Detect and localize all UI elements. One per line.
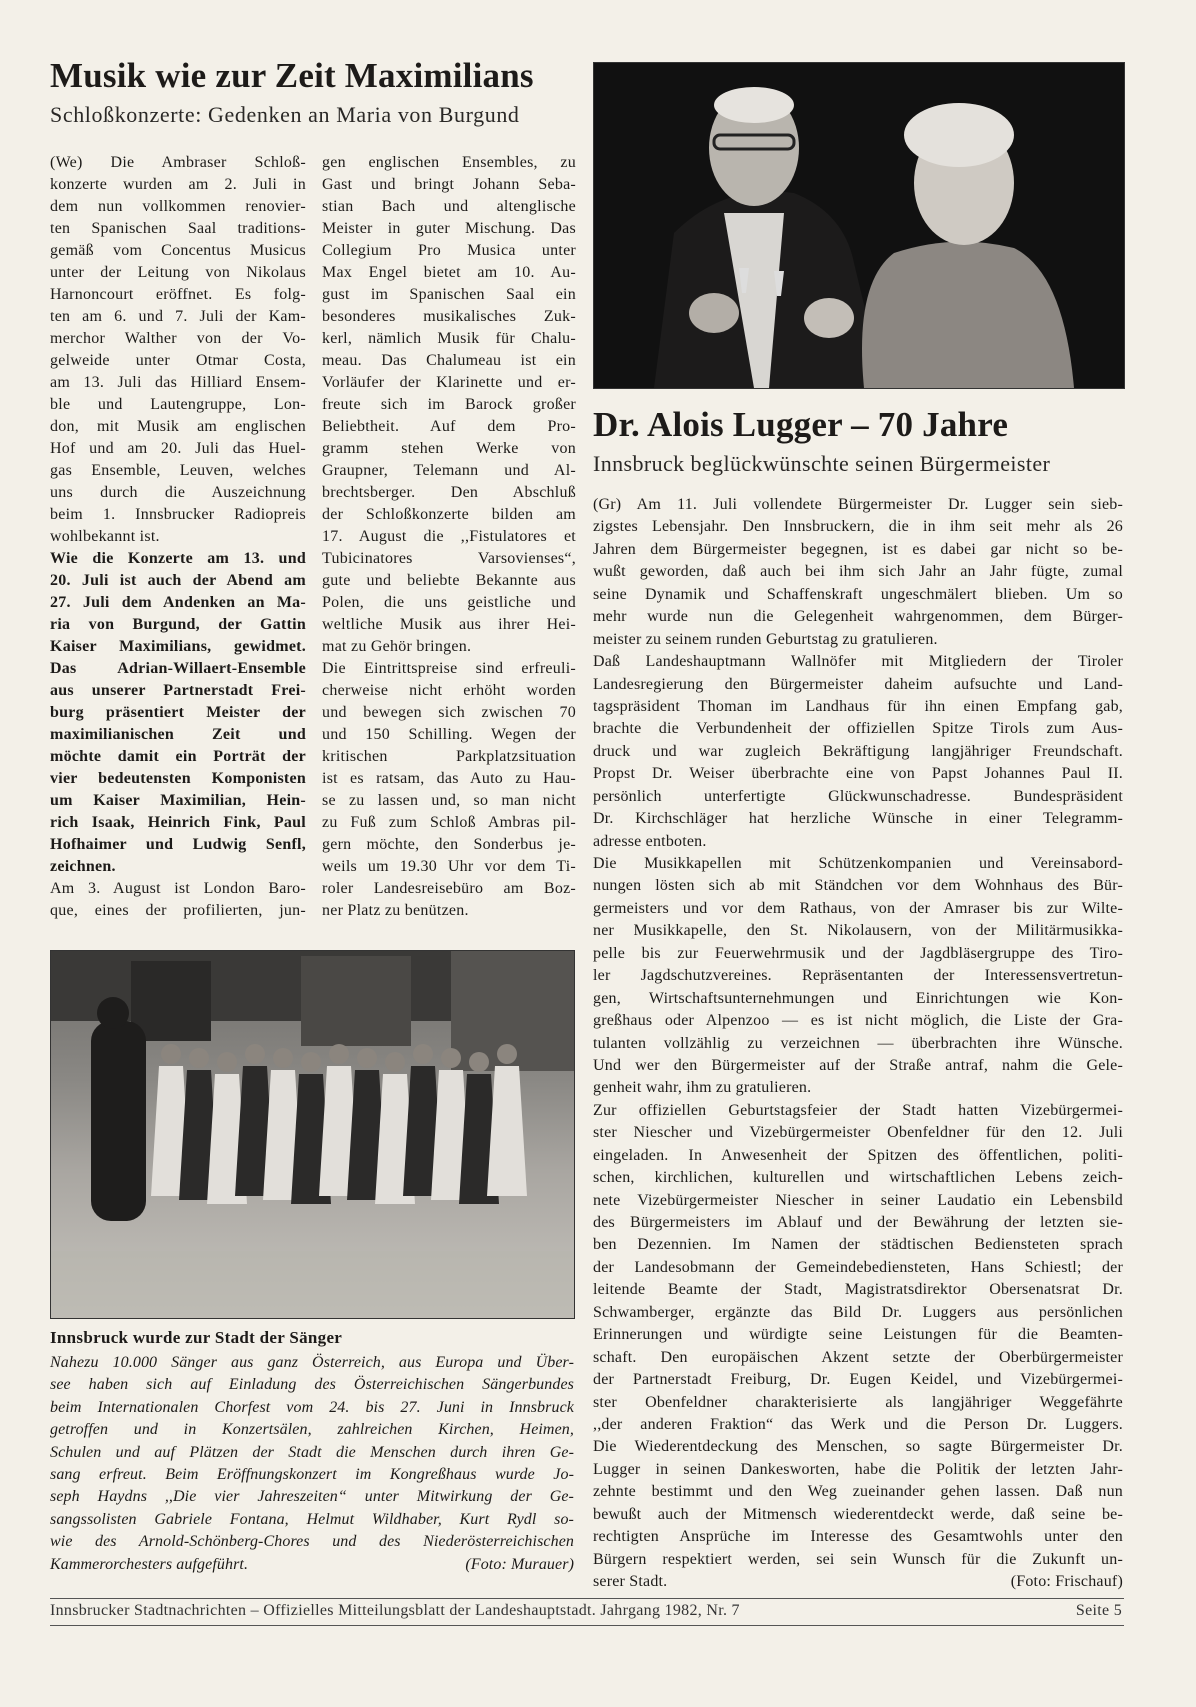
lugger-photo-image [594, 63, 1124, 388]
singer-head [161, 1044, 181, 1064]
choir-photo-image [51, 951, 574, 1318]
left-col2-line: Gast und bringt Johann Seba- [322, 176, 576, 193]
left-col1-paragraph [50, 152, 306, 548]
choir-caption-line: getroffen und in Konzertsälen, zahlreichen Kirchen, Heimen, [50, 1421, 574, 1439]
singer-head [441, 1048, 461, 1068]
left-col2-line: Meister in guter Mischung. Das [322, 220, 576, 237]
right-article-line-text: serer Stadt. [593, 1573, 668, 1590]
footer-publication: Innsbrucker Stadtnachrichten – Offizielles Mitteilungsblatt der Landeshauptstadt. Jahrgang 1982, Nr. 7 [50, 1602, 740, 1619]
right-article-line: adresse entboten. [593, 832, 707, 850]
right-article-line: brachte die Verbundenheit der offiziellen Spitze Tirols zum Aus- [593, 720, 1123, 738]
left-col1-line: maximilianischen Zeit und [50, 726, 306, 743]
left-col2-line: weltliche Musik aus ihrer Hei- [322, 616, 576, 633]
left-col2-line: Beliebtheit. Auf dem Pro- [322, 418, 576, 435]
left-col2-line: freute sich im Barock großer [322, 396, 576, 413]
right-article-line: Erinnerungen und würdigte seine Leistungen für die Beamten- [593, 1326, 1123, 1344]
right-article-line: meister zu seinem runden Geburtstag zu gratulieren. [593, 630, 938, 648]
left-col2-line: der Schloßkonzerte bilden am [322, 506, 576, 523]
footer-bottom-rule [50, 1625, 1124, 1626]
choir-caption [50, 1352, 574, 1576]
right-article-photo-credit: (Foto: Frischauf) [1010, 1573, 1123, 1590]
left-col2-line: gute und beliebte Bekannte aus [322, 572, 576, 589]
left-col2-line: kritischen Parkplatzsituation [322, 748, 576, 765]
right-article-line: bewußt auch der Mitmensch wiederentdeckt werde, daß seine be- [593, 1505, 1123, 1523]
right-article-line: Landesregierung den Bürgermeister daheim aufsuchte und Land- [593, 675, 1123, 693]
left-col1-line: ble und Lautengruppe, Lon- [50, 396, 306, 413]
right-article-line: der Partnerstadt Freiburg, Dr. Eugen Keidel, und Vizebürgermei- [593, 1371, 1123, 1389]
left-col2-line: Tubicinatores Varsovienses“, [322, 550, 576, 567]
right-article-line: (Gr) Am 11. Juli vollendete Bürgermeister Dr. Lugger sein sieb- [593, 496, 1123, 513]
singer-head [301, 1052, 321, 1072]
left-col2-line: ist es ratsam, das Auto zu Hau- [322, 770, 576, 787]
left-col2-line: zu Fuß zum Schloß Ambras pil- [322, 814, 576, 831]
singer-head [385, 1052, 405, 1072]
right-article-line: nungen lösten sich ab mit Ständchen vor dem Wohnhaus des Bür- [593, 877, 1123, 895]
right-article-line: zigstes Lebensjahr. Den Innsbruckern, die in ihm seit mehr als 26 [593, 518, 1123, 536]
right-article-line: Propst Dr. Weiser überbrachte eine von Papst Johannes Paul II. [593, 765, 1123, 783]
singer-head [413, 1044, 433, 1064]
left-col2-line: Vorläufer der Klarinette und er- [322, 374, 576, 391]
left-col2-line: und 150 Schilling. Wegen der [322, 726, 576, 743]
left-col2-line: Graupner, Telemann und Al- [322, 462, 576, 479]
left-col2-line: Collegium Pro Musica unter [322, 242, 576, 259]
right-article-line: Die Wiederentdeckung des Menschen, so sagte Bürgermeister Dr. [593, 1438, 1123, 1456]
right-article-line: Die Musikkapellen mit Schützenkompanien und Vereinsabord- [593, 855, 1123, 872]
right-article-line: Und wer den Bürgermeister auf der Straße antraf, nahm die Gele- [593, 1056, 1123, 1074]
singer-head [273, 1048, 293, 1068]
right-article-line: ler Jagdschutzvereines. Repräsentanten der Interessensvertretun- [593, 967, 1123, 985]
left-col1-line: burg präsentiert Meister der [50, 704, 306, 721]
left-article-column-1 [50, 152, 306, 922]
left-col1-line: rich Isaak, Heinrich Fink, Paul [50, 814, 306, 831]
singer-figure [487, 1066, 527, 1196]
right-article-line: der Landesobmann der Gemeindebediensteten, Hans Schiestl; der [593, 1258, 1123, 1276]
choir-caption-line: sang erfreut. Beim Eröffnungskonzert im Kongreßhaus wurde Jo- [50, 1465, 574, 1483]
right-article-line: germeisters und vor dem Rathaus, von der Amraser bis zur Wilte- [593, 899, 1123, 917]
singer-head [245, 1044, 265, 1064]
left-col2-line: Max Engel bietet am 10. Au- [322, 264, 576, 281]
left-col2-line: Polen, die uns geistliche und [322, 594, 576, 611]
right-article-body [593, 494, 1123, 1593]
left-col2-line: mat zu Gehör bringen. [322, 638, 472, 655]
left-col1-line: 20. Juli ist auch der Abend am [50, 572, 306, 589]
left-col2-line: kerl, nämlich Musik für Chalu- [322, 330, 576, 347]
right-article-line: nete Vizebürgermeister Niescher in seiner Laudatio ein Lebensbild [593, 1191, 1123, 1209]
left-col2-line: cherweise nicht erhöht worden [322, 682, 576, 699]
left-col1-line: gelweide unter Otmar Costa, [50, 352, 306, 369]
left-col1-line: ten am 6. und 7. Juli der Kam- [50, 308, 306, 325]
left-col1-line: wohlbekannt ist. [50, 528, 160, 545]
choir-caption-line [50, 1554, 574, 1576]
left-col2-line: gust im Spanischen Saal ein [322, 286, 576, 303]
left-col1-line: um Kaiser Maximilian, Hein- [50, 792, 306, 809]
right-article-line: schen, kirchlichen, kulturellen und wirtschaftlichen Lebens zeich- [593, 1169, 1123, 1187]
left-col2-paragraph [322, 658, 576, 922]
right-article-line: ,,der anderen Fraktion“ das Werk und die Person Dr. Luggers. [593, 1415, 1123, 1433]
left-col1-line: Kaiser Maximilians, gewidmet. [50, 638, 306, 655]
choir-caption-line: Nahezu 10.000 Sänger aus ganz Österreich, aus Europa und Über- [50, 1354, 574, 1371]
left-col1-line: konzerte wurden am 2. Juli in [50, 176, 306, 193]
right-article-line: wußt geworden, daß auch bei ihm sich Jahr an Jahr fügte, zumal [593, 563, 1123, 581]
left-headline: Musik wie zur Zeit Maximilians [50, 56, 534, 95]
left-col1-line: Das Adrian-Willaert-Ensemble [50, 660, 306, 677]
right-subheadline: Innsbruck beglückwünschte seinen Bürgermeister [593, 451, 1051, 476]
right-article-line: Schwamberger, ergänzte das Bild Dr. Luggers aus persönlichen [593, 1303, 1123, 1321]
left-col2-line: se zu lassen und, so man nicht [322, 792, 576, 809]
left-col1-line: Hof und am 20. Juli das Huel- [50, 440, 306, 457]
left-col2-line: gramm stehen Werke von [322, 440, 576, 457]
left-col1-line: merchor Walther von der Vo- [50, 330, 306, 347]
right-article-line: Zur offiziellen Geburtstagsfeier der Stadt hatten Vizebürgermei- [593, 1101, 1123, 1119]
lugger-photo [593, 62, 1125, 389]
left-col2-line: weils um 19.30 Uhr vor dem Ti- [322, 858, 576, 875]
choir-caption-line: see haben sich auf Einladung des Österreichischen Sängerbundes [50, 1376, 574, 1394]
left-col2-line: brechtsberger. Den Abschluß [322, 484, 576, 501]
right-article-line: schaft. Den europäischen Akzent setzte der Oberbürgermeister [593, 1348, 1123, 1366]
right-article-line: ner Musikkapelle, den St. Nikolausern, von der Militärmusikka- [593, 922, 1123, 940]
left-col1-line: am 13. Juli das Hilliard Ensem- [50, 374, 306, 391]
left-col2-line: ner Platz zu benützen. [322, 902, 469, 919]
left-col2-line: gern möchte, den Sonderbus je- [322, 836, 576, 853]
right-article-line: genheit wahr, ihm zu gratulieren. [593, 1079, 812, 1097]
choir-caption-photo-credit: (Foto: Murauer) [465, 1555, 574, 1573]
left-col2-line: und bewegen sich zwischen 70 [322, 704, 576, 721]
singer-head [497, 1044, 517, 1064]
left-col1-line: beim 1. Innsbrucker Radiopreis [50, 506, 306, 523]
right-article-line: Dr. Kirchschläger hat herzliche Wünsche in einer Telegramm- [593, 810, 1123, 828]
right-article-line: druck und war zugleich Bekräftigung langjähriger Freundschaft. [593, 742, 1123, 760]
left-col1-line: ten Spanischen Saal traditions- [50, 220, 306, 237]
right-article-line: Lugger in seinen Dankesworten, habe die Politik der letzten Jahr- [593, 1460, 1123, 1478]
right-article-line: ster Obenfeldner charakterisierte als langjähriger Weggefährte [593, 1393, 1123, 1411]
right-article-paragraph [593, 494, 1123, 651]
left-col2-line: 17. August die ,,Fistulatores et [322, 528, 576, 545]
right-article-line: tulanten vollzählig zu verzeichnen — überbrachten ihre Wünsche. [593, 1034, 1123, 1052]
right-headline: Dr. Alois Lugger – 70 Jahre [593, 405, 1009, 444]
right-article-line: tagspräsident Thoman im Landhaus für ihn einen Empfang gab, [593, 697, 1123, 715]
left-col1-line: don, mit Musik am englischen [50, 418, 306, 435]
right-article-line: seine Dynamik und Schaffenskraft ungeschmälert blieben. Um so [593, 585, 1123, 603]
left-col1-line: (We) Die Ambraser Schloß- [50, 154, 306, 171]
left-col2-line: besonderes musikalisches Zuk- [322, 308, 576, 325]
right-article-line: greßhaus oder Alpenzoo — es ist nicht möglich, die Liste der Gra- [593, 1012, 1123, 1030]
footer-top-rule [50, 1598, 1124, 1599]
right-article-line: des Bürgermeisters im Ablauf und der Bewährung der letzten sie- [593, 1214, 1123, 1231]
left-col1-line: dem nun vollkommen renovier- [50, 198, 306, 215]
left-col1-line: möchte damit ein Porträt der [50, 748, 306, 765]
singer-head [189, 1048, 209, 1068]
right-article-line [593, 1571, 1123, 1593]
left-col2-paragraph [322, 152, 576, 658]
left-col1-line: zeichnen. [50, 858, 116, 875]
left-subheadline: Schloßkonzerte: Gedenken an Maria von Burgund [50, 102, 520, 127]
left-col1-line: ria von Burgund, der Gattin [50, 616, 306, 633]
right-article-line: Bürgern respektiert werden, sei sein Wunsch für die Zukunft un- [593, 1550, 1123, 1568]
right-article-line: persönlich unterfertigte Glückwunschadresse. Bundespräsident [593, 787, 1123, 805]
left-col1-paragraph [50, 878, 306, 922]
choir-photo [50, 950, 575, 1319]
left-col1-paragraph [50, 548, 306, 878]
choir-caption-paragraph [50, 1352, 574, 1576]
left-col2-line: gen englischen Ensembles, zu [322, 154, 576, 171]
left-col1-line: Am 3. August ist London Baro- [50, 880, 306, 897]
right-article-paragraph [593, 651, 1123, 853]
right-article-line: gen, Wirtschaftsunternehmungen und Einrichtungen wie Kon- [593, 989, 1123, 1007]
left-col1-line: gemäß vom Concentus Musicus [50, 242, 306, 259]
left-col1-line: uns durch die Auszeichnung [50, 484, 306, 501]
choir-caption-title: Innsbruck wurde zur Stadt der Sänger [50, 1328, 343, 1347]
choir-caption-line: sangssolisten Gabriele Fontana, Helmut Wildhaber, Kurt Rydl so- [50, 1510, 574, 1528]
right-article-line: Daß Landeshauptmann Wallnöfer mit Mitgliedern der Tiroler [593, 653, 1123, 671]
singer-head [357, 1048, 377, 1068]
right-article-line: Jahren dem Bürgermeister begegnen, ist es dabei gar nicht so be- [593, 540, 1123, 558]
singer-head [217, 1052, 237, 1072]
left-col2-line: stian Bach und altenglische [322, 198, 576, 215]
left-col1-line: 27. Juli dem Andenken an Ma- [50, 594, 306, 611]
right-article-line: rechtigten Ansprüche im Interesse des Gesamtwohls unter den [593, 1528, 1123, 1546]
left-col1-line: Wie die Konzerte am 13. und [50, 550, 306, 567]
choir-caption-line: beim Internationalen Chorfest vom 24. bis 27. Juni in Innsbruck [50, 1398, 574, 1416]
right-article-line: eingeladen. In Anwesenheit der Spitzen des öffentlichen, politi- [593, 1146, 1123, 1164]
singer-head [469, 1052, 489, 1072]
left-col2-line: roler Landesreisebüro am Boz- [322, 880, 576, 897]
footer-page-number: Seite 5 [1075, 1602, 1122, 1619]
right-article-line: ben Dezennien. Im Namen der städtischen Bediensteten sprach [593, 1236, 1123, 1254]
left-col1-line: aus unserer Partnerstadt Frei- [50, 682, 306, 699]
right-article-line: zehnte bestimmt und den Weg zueinander gehen lassen. Daß nun [593, 1483, 1123, 1501]
left-col1-line: vier bedeutensten Komponisten [50, 770, 306, 787]
choir-caption-line: seph Haydns ,,Die vier Jahreszeiten“ unter Mitwirkung der Ge- [50, 1488, 574, 1506]
left-col1-line: gas Ensemble, Leuven, welches [50, 462, 306, 479]
conductor-figure [91, 997, 146, 1221]
choir-caption-line: Schulen und auf Plätzen der Stadt die Menschen durch ihren Ge- [50, 1443, 574, 1461]
left-col1-line: unter der Leitung von Nikolaus [50, 264, 306, 281]
right-article-line: ster Niescher und Vizebürgermeister Obenfeldner für den 12. Juli [593, 1124, 1123, 1142]
left-col2-line: meau. Das Chalumeau ist ein [322, 352, 576, 369]
left-col1-line: que, eines der profilierten, jun- [50, 902, 306, 919]
right-article-paragraph [593, 1100, 1123, 1594]
left-col2-line: Die Eintrittspreise sind erfreuli- [322, 660, 576, 677]
choir-caption-line-text: Kammerorchesters aufgeführt. [50, 1555, 249, 1573]
right-article-paragraph [593, 853, 1123, 1100]
right-article-line: mehr wurde nun die Gelegenheit wahrgenommen, dem Bürger- [593, 608, 1123, 626]
right-article-line: leitende Beamte der Stadt, Magistratsdirektor Obersenatsrat Dr. [593, 1281, 1123, 1299]
left-article-column-2 [322, 152, 576, 922]
choir-caption-line: wie des Arnold-Schönberg-Chores und des Niederösterreichischen [50, 1533, 574, 1551]
right-article-line: pelle bis zur Feuerwehrmusik und der Jagdbläsergruppe des Tiro- [593, 944, 1123, 962]
left-col1-line: Hofhaimer und Ludwig Senfl, [50, 836, 306, 853]
singer-head [329, 1044, 349, 1064]
left-col1-line: Harnoncourt eröffnet. Es folg- [50, 286, 306, 303]
